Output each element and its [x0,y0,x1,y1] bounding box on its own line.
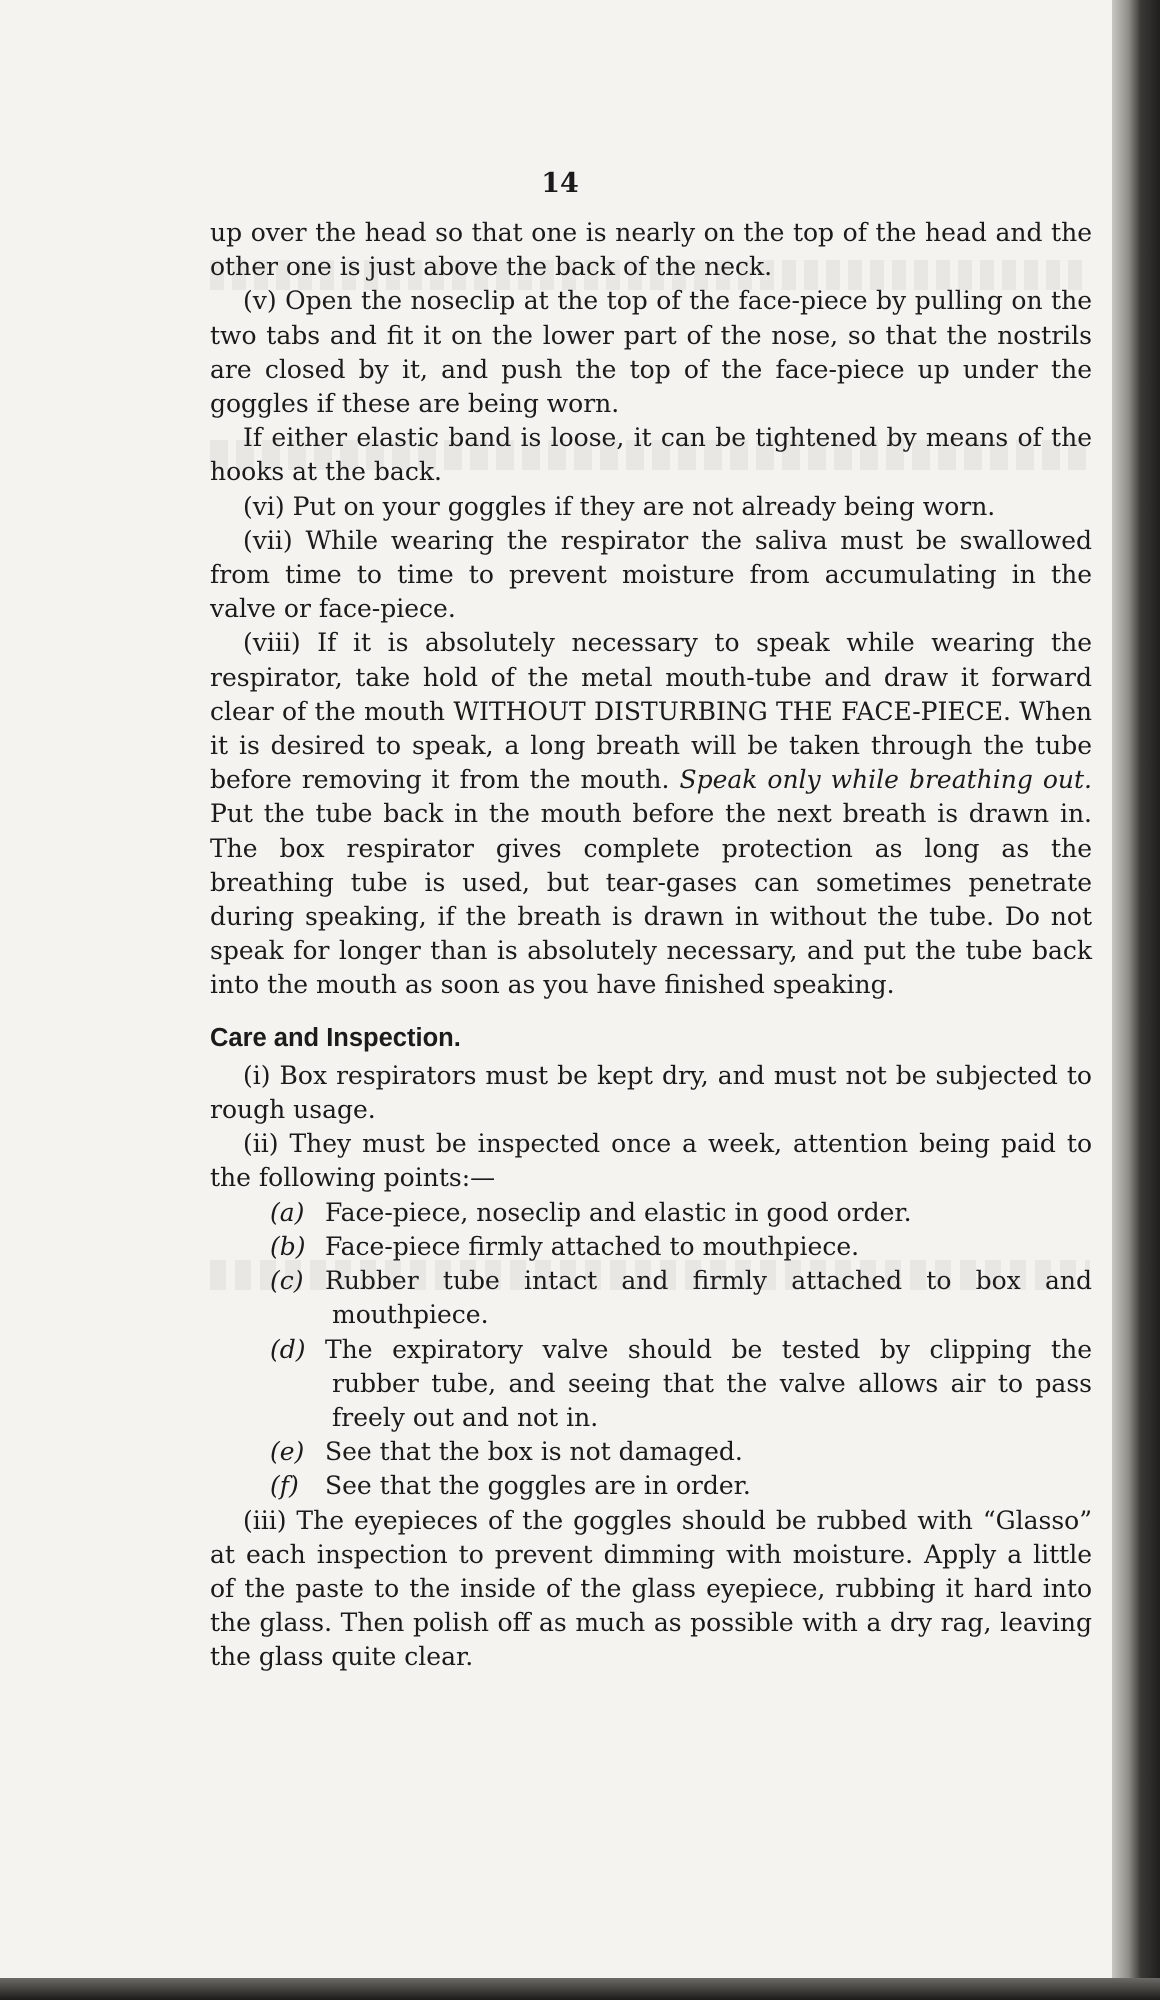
paragraph: If either elastic band is loose, it can be tightened by means of the hooks at the back. [210,423,1092,487]
paragraph: (ii) They must be inspected once a week, attention being paid to the following points:— [210,1129,1092,1193]
page-number: 14 [541,168,579,199]
list-label: (b) [270,1231,306,1261]
section-heading: Care and Inspection. [210,1023,461,1052]
page-body [210,216,1092,1675]
list-item [210,1435,1092,1469]
page-edge-shadow [0,1978,1160,2000]
list-label: (f) [270,1471,299,1501]
list-label: (c) [270,1266,304,1296]
paragraph: (vi) Put on your goggles if they are not already being worn. [243,491,996,521]
list-text: The expiratory valve should be tested by clipping the rubber tube, and seeing that the valve allows air to pass freely out and not in. [325,1334,1092,1432]
emphasis-text: Speak only while breathing out. [679,765,1092,795]
paragraph-text: Put the tube back in the mouth before the next breath is drawn in. The box respirator gives complete protection as long as the breathing tube is used, but tear-gases can sometimes penetrate during speaking, if the breath is drawn in without the tube. Do not speak for longer than is absolutely necessary, and put the tube back into the mouth as soon as you have finished speaking. [210,799,1092,1000]
list-label: (d) [270,1334,306,1364]
list-label: (e) [270,1437,305,1467]
paragraph: (i) Box respirators must be kept dry, and must not be subjected to rough usage. [210,1060,1092,1125]
paragraph: up over the head so that one is nearly on the top of the head and the other one is just above the back of the neck. [210,218,1092,282]
paragraph: (v) Open the noseclip at the top of the face-piece by pulling on the two tabs and fit it on the lower part of the nose, so that the nostrils are closed by it, and push the top of the face-piece up under the goggles if these are being worn. [210,286,1092,419]
list-item [210,1469,1092,1503]
list-item [210,1196,1092,1230]
list-label: (a) [270,1197,305,1227]
paragraph [210,626,1092,1002]
list-text: See that the box is not damaged. [325,1437,743,1467]
list-item [210,1264,1092,1332]
list-item [210,1230,1092,1264]
list-text: Face-piece, noseclip and elastic in good order. [325,1197,912,1227]
paragraph-text: (viii) If it is absolutely necessary to speak while wearing the respirator, take hold of the metal mouth-tube and draw it forward clear of the mouth WITHOUT DISTURBING THE FACE-PIECE. When it is desired to speak, a long breath will be taken through the tube before removing it from the mouth. [210,628,1092,795]
list-text: See that the goggles are in order. [325,1471,751,1501]
paragraph: (vii) While wearing the respirator the saliva must be swallowed from time to time to prevent moisture from accumulating in the valve or face-piece. [210,525,1092,624]
list-item [210,1333,1092,1436]
list-text: Rubber tube intact and firmly attached to box and mouthpiece. [325,1266,1092,1330]
paragraph: (iii) The eyepieces of the goggles should be rubbed with “Glasso” at each inspection to prevent dimming with moisture. Apply a little of the paste to the inside of the glass eyepiece, rubbing it hard into the glass. Then polish off as much as possible with a dry rag, leaving the glass quite clear. [210,1505,1092,1672]
list-text: Face-piece firmly attached to mouthpiece. [325,1231,860,1261]
page-edge-shadow [1112,0,1160,2000]
